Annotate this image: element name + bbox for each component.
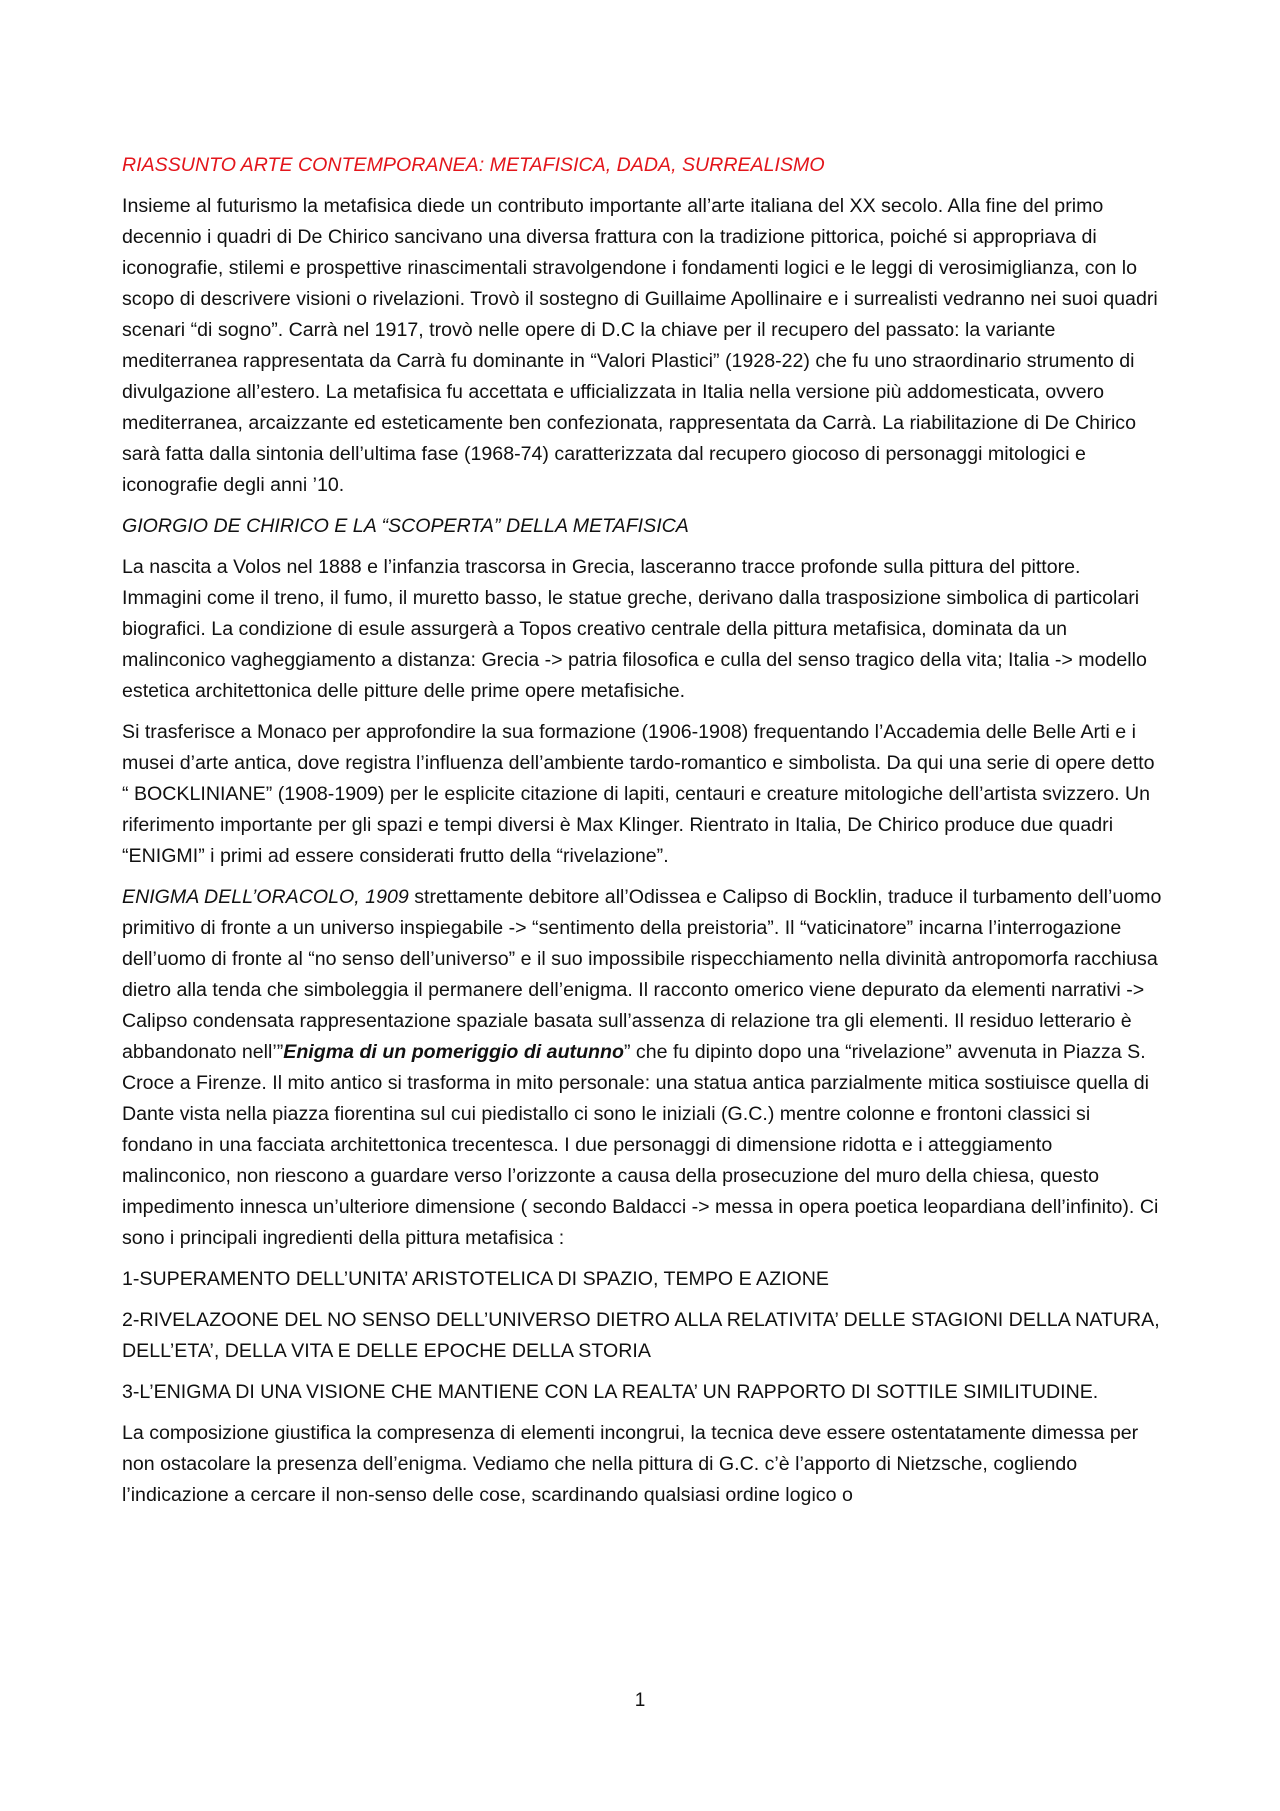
paragraph-composition: La composizione giustifica la compresenza di elementi incongrui, la tecnica deve essere ostentatamente dimessa per non ostacolare la presenza dell’enigma. Vediamo che nella pittura di G.C. c’è l’apporto di Nietzsche, cogliendo l’indicazione a cercare il non-senso delle cose, scardinando qualsiasi ordine logico o	[122, 1422, 1139, 1506]
list-item: 3-L’ENIGMA DI UNA VISIONE CHE MANTIENE CON LA REALTA’ UN RAPPORTO DI SOTTILE SIMILITUDINE.	[122, 1381, 1099, 1403]
section-heading: GIORGIO DE CHIRICO E LA “SCOPERTA” DELLA METAFISICA	[122, 515, 689, 537]
list-item: 2-RIVELAZOONE DEL NO SENSO DELL’UNIVERSO DIETRO ALLA RELATIVITA’ DELLE STAGIONI DELLA NATURA, DELL’ETA’, DELLA VITA E DELLE EPOCHE DELLA STORIA	[122, 1309, 1160, 1362]
paragraph-biography: La nascita a Volos nel 1888 e l’infanzia trascorsa in Grecia, lasceranno tracce profonde sulla pittura del pittore. Immagini come il treno, il fumo, il muretto basso, le statue greche, derivano dalla trasposizione simbolica di particolari biografici. La condizione di esule assurgerà a Topos creativo centrale della pittura metafisica, dominata da un malinconico vagheggiamento a distanza: Grecia -> patria filosofica e culla del senso tragico della vita; Italia -> modello estetica architettonica delle pitture delle prime opere metafisiche.	[122, 556, 1147, 702]
document-body	[122, 150, 1162, 1521]
artwork-title: ENIGMA DELL’ORACOLO, 1909	[122, 886, 409, 908]
intro-paragraph: Insieme al futurismo la metafisica diede un contributo importante all’arte italiana del XX secolo. Alla fine del primo decennio i quadri di De Chirico sancivano una diversa frattura con la tradizione pittorica, poiché si appropriava di iconografie, stilemi e prospettive rinascimentali stravolgendone i fondamenti logici e le leggi di verosimiglianza, con lo scopo di descrivere visioni o rivelazioni. Trovò il sostegno di Guillaime Apollinaire e i surrealisti vedranno nei suoi quadri scenari “di sogno”. Carrà nel 1917, trovò nelle opere di D.C la chiave per il recupero del passato: la variante mediterranea rappresentata da Carrà fu dominante in “Valori Plastici” (1928-22) che fu uno straordinario strumento di divulgazione all’estero. La metafisica fu accettata e ufficializzata in Italia nella versione più addomesticata, ovvero mediterranea, arcaizzante ed esteticamente ben confezionata, rappresentata da Carrà. La riabilitazione di De Chirico sarà fatta dalla sintonia dell’ultima fase (1968-74) caratterizzata dal recupero giocoso di personaggi mitologici e iconografie degli anni ’10.	[122, 195, 1158, 496]
artwork-title-bold: Enigma di un pomeriggio di autunno	[283, 1041, 624, 1063]
document-title: RIASSUNTO ARTE CONTEMPORANEA: METAFISICA, DADA, SURREALISMO	[122, 154, 825, 176]
page-number: 1	[634, 1690, 646, 1711]
paragraph-text: strettamente debitore all’Odissea e Calipso di Bocklin, traduce il turbamento dell’uomo primitivo di fronte a un universo inspiegabile -> “sentimento della preistoria”. Il “vaticinatore” incarna l’interrogazione dell’uomo di fronte al “no senso dell’universo” e il suo impossibile rispecchiamento nella divinità antropomorfa racchiusa dietro alla tenda che simboleggia il permanere dell’enigma. Il racconto omerico viene depurato da elementi narrativi -> Calipso condensata rappresentazione spaziale basata sull’assenza di relazione tra gli elementi. Il residuo letterario è abbandonato nell’”	[122, 886, 1162, 1063]
list-item: 1-SUPERAMENTO DELL’UNITA’ ARISTOTELICA DI SPAZIO, TEMPO E AZIONE	[122, 1268, 829, 1290]
paragraph-monaco: Si trasferisce a Monaco per approfondire la sua formazione (1906-1908) frequentando l’Accademia delle Belle Arti e i musei d’arte antica, dove registra l’influenza dell’ambiente tardo-romantico e simbolista. Da qui una serie di opere detto “ BOCKLINIANE” (1908-1909) per le esplicite citazione di lapiti, centauri e creature mitologiche dell’artista svizzero. Un riferimento importante per gli spazi e tempi diversi è Max Klinger. Rientrato in Italia, De Chirico produce due quadri “ENIGMI” i primi ad essere considerati frutto della “rivelazione”.	[122, 721, 1155, 867]
paragraph-enigma	[122, 882, 1162, 1254]
paragraph-text: ” che fu dipinto dopo una “rivelazione” avvenuta in Piazza S. Croce a Firenze. Il mito antico si trasforma in mito personale: una statua antica parzialmente mitica sostiuisce quella di Dante vista nella piazza fiorentina sul cui piedistallo ci sono le iniziali (G.C.) mentre colonne e frontoni classici si fondano in una facciata architettonica trecentesca. I due personaggi di dimensione ridotta e i atteggiamento malinconico, non riescono a guardare verso l’orizzonte a causa della prosecuzione del muro della chiesa, questo impedimento innesca un’ulteriore dimensione ( secondo Baldacci -> messa in opera poetica leopardiana dell’infinito). Ci sono i principali ingredienti della pittura metafisica :	[122, 1041, 1159, 1249]
